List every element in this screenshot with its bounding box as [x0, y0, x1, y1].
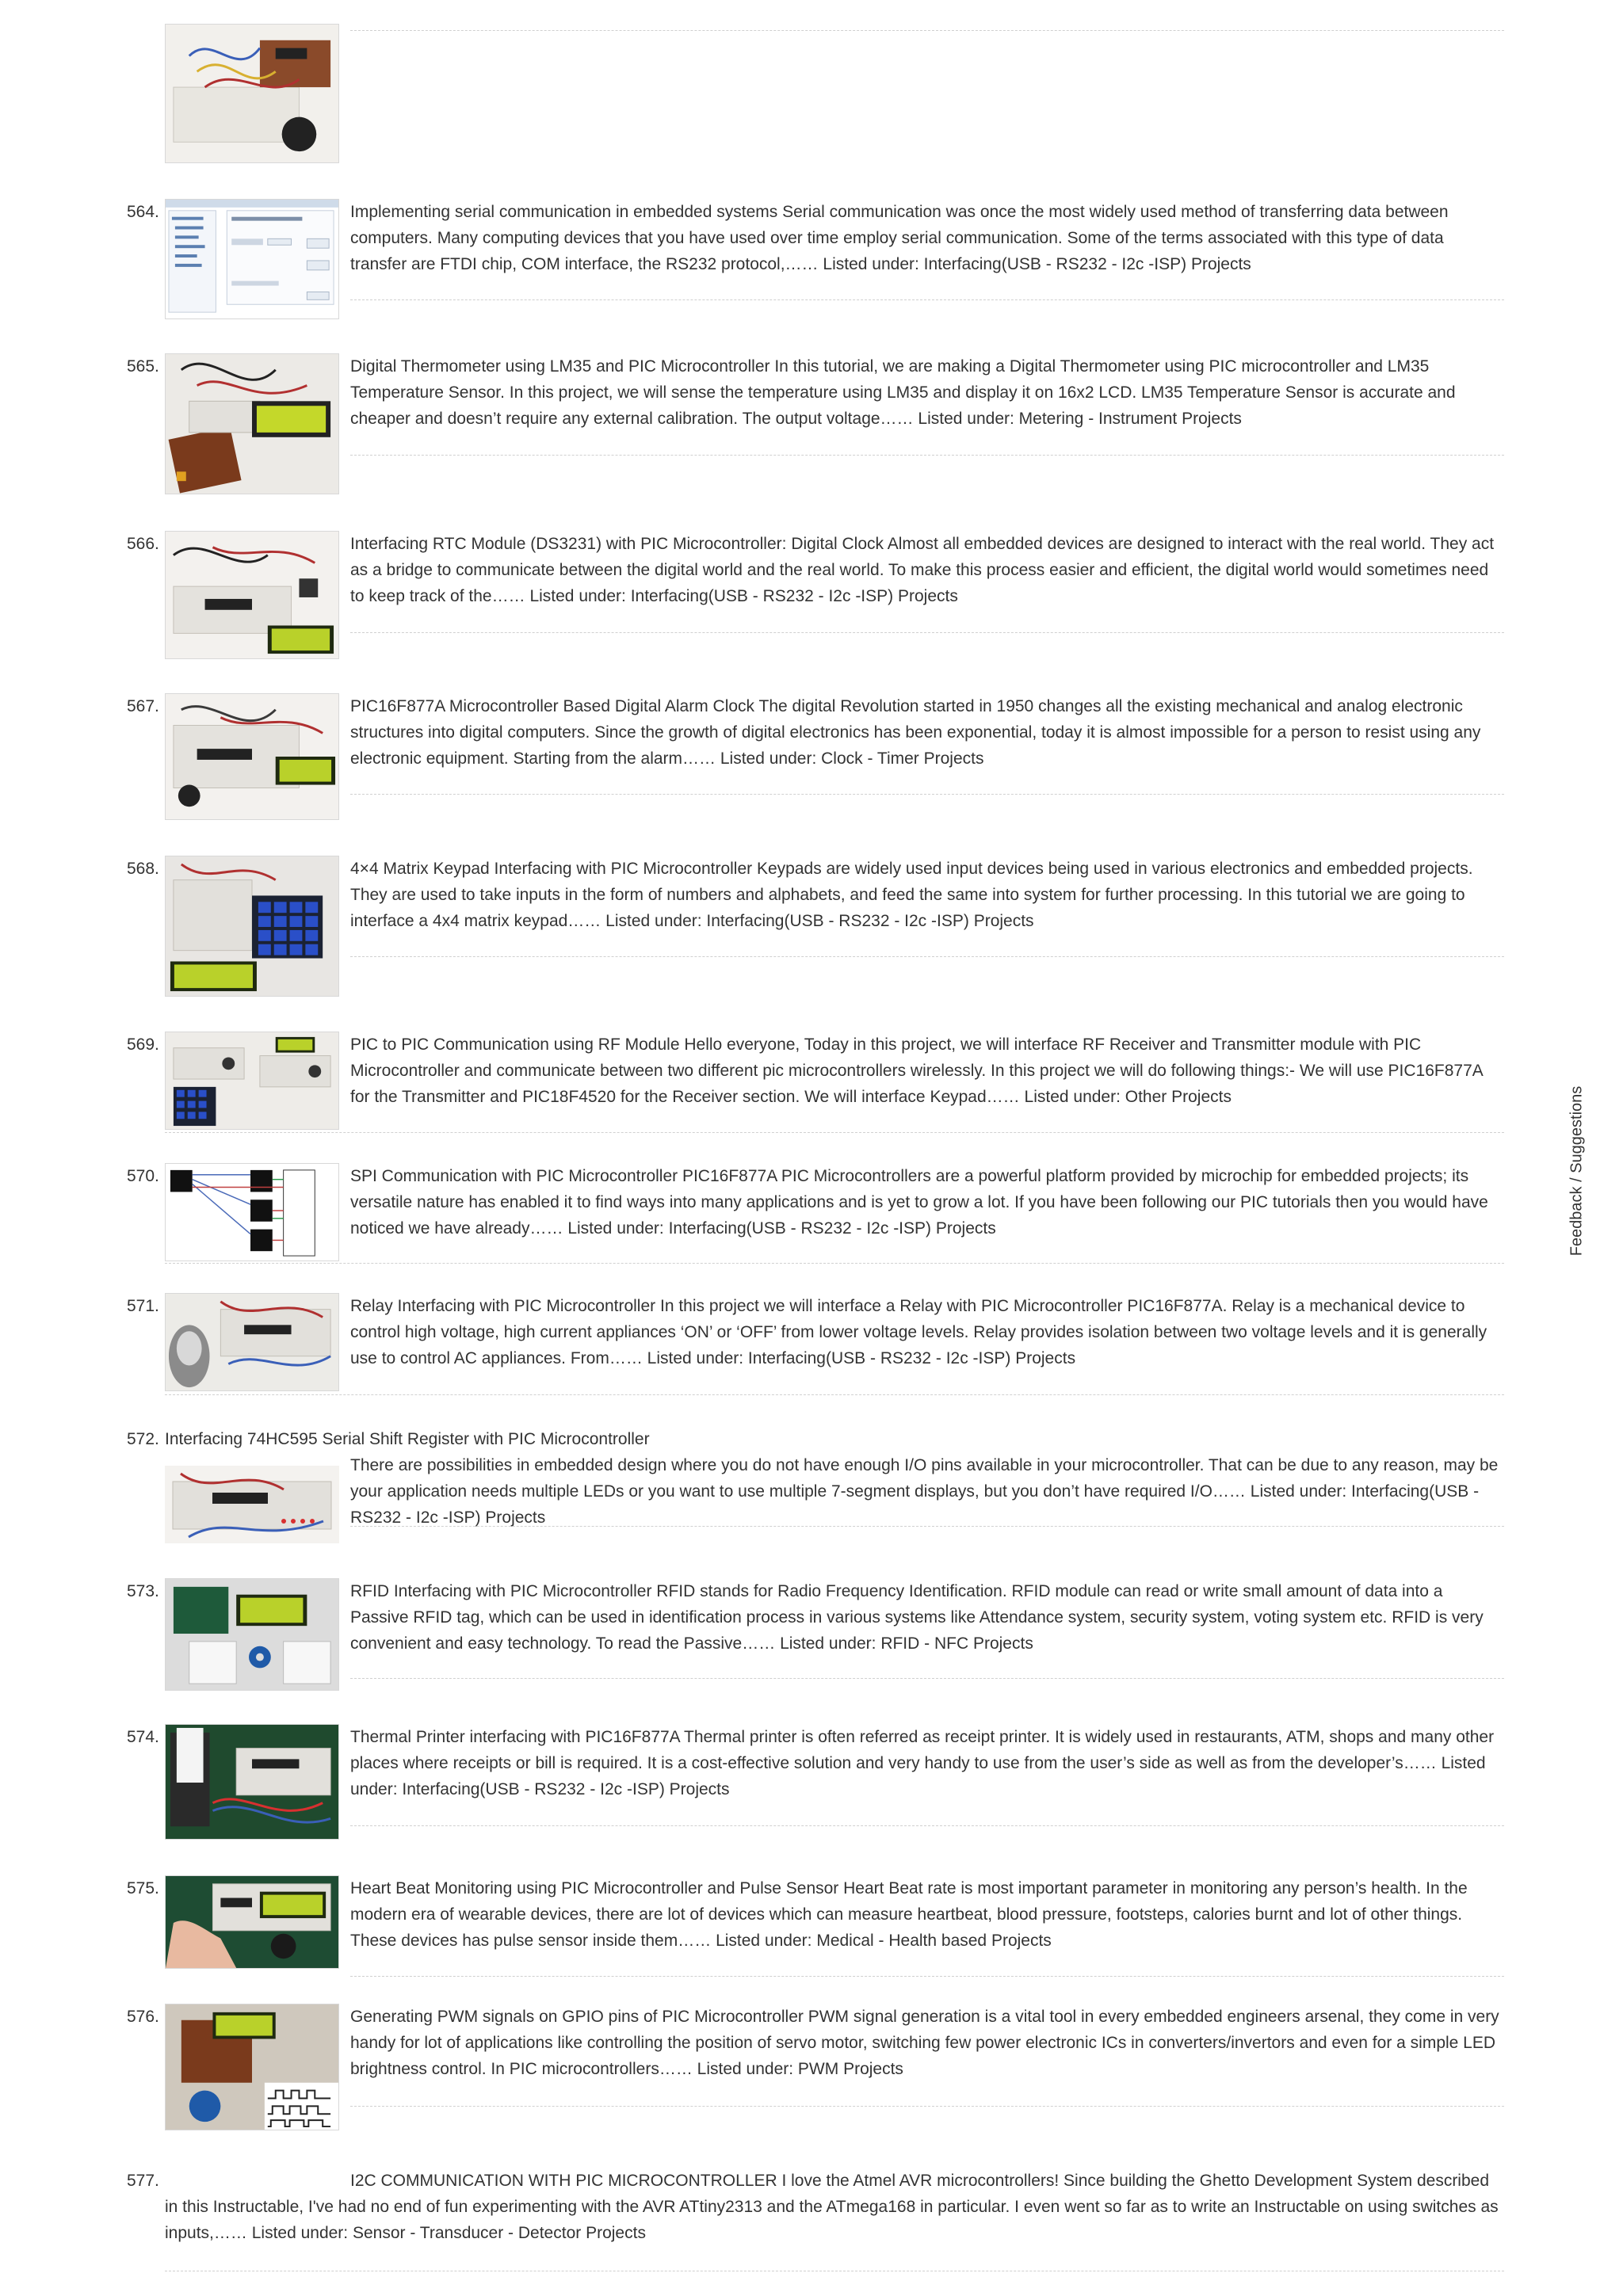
separator: [350, 1526, 1504, 1527]
separator: [350, 2106, 1504, 2107]
schematic-thumbnail-icon: [166, 1164, 338, 1261]
item-category-link[interactable]: Listed under: Interfacing(USB - RS232 - I2c -ISP) Projects: [529, 587, 958, 605]
item-title-link[interactable]: 4×4 Matrix Keypad Interfacing with PIC Microcontroller: [350, 860, 753, 878]
item-title-link[interactable]: Digital Thermometer using LM35 and PIC Microcontroller: [350, 357, 770, 376]
item-category-link[interactable]: Listed under: Clock - Timer Projects: [720, 749, 984, 768]
item-excerpt: Thermal printer is often referred as receipt printer. It is widely used in restaurants, ATM, shops and many other places where receipts or bill is required. It is a cost-effective solution and very handy to use from the user’s side as well as from the developer’s……: [350, 1728, 1495, 1772]
item-thumbnail[interactable]: [165, 1724, 339, 1840]
rf-module-photo-icon: [166, 1032, 338, 1129]
keypad-photo-icon: [166, 856, 338, 996]
item-excerpt: RFID stands for Radio Frequency Identification. RFID module can read or write small amount of data into a Passive RFID tag, which can be used in identification process in various systems like Attendance system, security system, voting system etc. RFID is very convenient and easy technology. To read the Passive……: [350, 1582, 1484, 1653]
item-category-link[interactable]: Listed under: Interfacing(USB - RS232 - I2c -ISP) Projects: [350, 1482, 1480, 1527]
rfid-photo-icon: [166, 1579, 338, 1690]
item-number: 572.: [127, 1430, 159, 1448]
thermal-printer-photo-icon: [166, 1725, 338, 1839]
item-description: [350, 1578, 1503, 1657]
item-title-link[interactable]: Generating PWM signals on GPIO pins of PIC Microcontroller: [350, 2008, 804, 2026]
item-category-link[interactable]: Listed under: Other Projects: [1024, 1088, 1232, 1106]
item-thumbnail[interactable]: [165, 1875, 339, 1969]
item-category-link[interactable]: Listed under: RFID - NFC Projects: [780, 1634, 1033, 1653]
item-thumbnail[interactable]: [165, 856, 339, 997]
item-excerpt: PWM signal generation is a vital tool in every embedded engineers arsenal, they come in very handy for lot of applications like controlling the position of servo motor, switching few power electronic ICs in converters/invertors and even for a simple LED brightness control. In PIC microcontrollers……: [350, 2008, 1499, 2078]
item-title-link[interactable]: RFID Interfacing with PIC Microcontroller: [350, 1582, 652, 1600]
item-thumbnail[interactable]: [165, 1293, 339, 1391]
separator: [165, 1394, 1504, 1395]
item-thumbnail[interactable]: [165, 199, 339, 319]
separator: [350, 30, 1504, 31]
separator: [350, 299, 1504, 300]
item-category-link[interactable]: Listed under: Interfacing(USB - RS232 - I2c -ISP) Projects: [647, 1349, 1076, 1367]
item-description: [350, 1032, 1503, 1110]
item-title-link[interactable]: SPI Communication with PIC Microcontroller PIC16F877A: [350, 1167, 777, 1185]
item-number: 566.: [127, 535, 159, 553]
item-category-link[interactable]: Listed under: Interfacing(USB - RS232 - I2c -ISP) Projects: [605, 912, 1034, 930]
item-thumbnail[interactable]: [165, 1163, 339, 1261]
item-number: 570.: [127, 1167, 159, 1185]
item-title-link[interactable]: Implementing serial communication in embedded systems: [350, 203, 778, 221]
item-excerpt: In this tutorial, we are making a Digital Thermometer using PIC microcontroller and LM35 Temperature Sensor. In this project, we will sense the temperature using LM35 and display it on 16x2 LCD. LM35 Temperature Sensor is accurate and cheaper and doesn’t require any external calibration. The output voltage……: [350, 357, 1456, 428]
item-title-link[interactable]: Thermal Printer interfacing with PIC16F877A: [350, 1728, 680, 1746]
item-excerpt: Almost all embedded devices are designed to interact with the real world. They act as a bridge to communicate between the digital world and the real world. To make this process easier and efficient, the digital world would sometimes need to keep track of the……: [350, 535, 1495, 605]
item-description: [350, 856, 1503, 934]
item-number: 567.: [127, 697, 159, 715]
screenshot-thumbnail-icon: [166, 200, 338, 318]
item-thumbnail[interactable]: [165, 1466, 339, 1543]
item-excerpt: The digital Revolution started in 1950 changes all the existing mechanical and analog electronic structures into digital computers. Since the growth of digital electronics has been exponential, today it is almost impossible for a person to resist using any electronic equipment. Starting from the alarm……: [350, 697, 1481, 768]
item-category-link[interactable]: Listed under: Interfacing(USB - RS232 - I2c -ISP) Projects: [823, 255, 1251, 273]
item-excerpt: Keypads are widely used input devices being used in various electronics and embedded projects. They are used to take inputs in the form of numbers and alphabets, and feed the same into system for further processing. In this tutorial we are going to interface a 4x4 matrix keypad……: [350, 860, 1473, 930]
item-description: [350, 1452, 1503, 1531]
item-number: 577.: [127, 2172, 159, 2190]
item-number: 565.: [127, 357, 159, 376]
item-category-link[interactable]: Listed under: Interfacing(USB - RS232 - I2c -ISP) Projects: [350, 1754, 1486, 1798]
separator: [165, 1132, 1504, 1133]
item-description: [350, 199, 1503, 277]
relay-photo-icon: [166, 1294, 338, 1390]
item-category-link[interactable]: Listed under: Interfacing(USB - RS232 - I2c -ISP) Projects: [567, 1219, 996, 1238]
item-description: [165, 1426, 1504, 1452]
item-excerpt: Serial communication was once the most widely used method of transferring data between computers. Many computing devices that you have used over time employ serial communication. Some of the terms associated with this type of data transfer are FTDI chip, COM interface, the RS232 protocol,……: [350, 203, 1449, 273]
separator: [350, 794, 1504, 795]
item-excerpt: PIC Microcontrollers are a powerful platform provided by microchip for embedded projects; its versatile nature has enabled it to find ways into many applications and is yet to grow a lot. If you have been following our PIC tutorials then you would have noticed we have already……: [350, 1167, 1488, 1238]
pwm-signal-photo-icon: [166, 2004, 338, 2130]
item-excerpt: There are possibilities in embedded design where you do not have enough I/O pins available in your microcontroller. That can be due to any reason, may be your application needs multiple LEDs or you want to use multiple 7-segment displays, but you don’t have required I/O……: [350, 1456, 1499, 1501]
item-description: [350, 1293, 1503, 1371]
board-lcd-photo-icon: [166, 354, 338, 494]
separator: [165, 1263, 1504, 1264]
item-thumbnail[interactable]: [165, 531, 339, 659]
item-description: [350, 2004, 1503, 2082]
item-title-link[interactable]: Interfacing 74HC595 Serial Shift Register with PIC Microcontroller: [165, 1430, 650, 1448]
item-title-link[interactable]: Interfacing RTC Module (DS3231) with PIC Microcontroller: Digital Clock: [350, 535, 884, 553]
item-excerpt: Hello everyone, Today in this project, we will interface RF Receiver and Transmitter module with PIC Microcontroller and communicate between two different pic microcontrollers wirelessly. In this project we will do following things:- We will use PIC16F877A for the Transmitter and PIC18F4520 for the Receiver section. We will interface Keypad……: [350, 1035, 1483, 1106]
pulse-sensor-photo-icon: [166, 1876, 338, 1968]
item-description: [165, 2168, 1504, 2246]
separator: [350, 956, 1504, 957]
breadboard-photo-icon: [165, 1466, 339, 1543]
item-number: 576.: [127, 2008, 159, 2026]
item-description: [350, 1875, 1503, 1954]
item-excerpt: Heart Beat rate is most important parameter in monitoring any person’s health. In the modern era of wearable devices, there are lot of devices which can measure heartbeat, blood pressure, footsteps, calories burnt and lot of other things. These devices has pulse sensor inside them……: [350, 1879, 1468, 1950]
item-title-link[interactable]: I2C COMMUNICATION WITH PIC MICROCONTROLLER: [350, 2172, 777, 2190]
item-number: 573.: [127, 1582, 159, 1600]
separator: [350, 455, 1504, 456]
item-thumbnail[interactable]: [165, 693, 339, 820]
item-title-link[interactable]: PIC16F877A Microcontroller Based Digital Alarm Clock: [350, 697, 755, 715]
separator: [350, 1976, 1504, 1977]
item-number: 574.: [127, 1728, 159, 1746]
item-number: 575.: [127, 1879, 159, 1897]
item-thumbnail[interactable]: [165, 1578, 339, 1691]
item-number: 571.: [127, 1297, 159, 1315]
breadboard-lcd-photo-icon: [166, 694, 338, 819]
feedback-tab-label: Feedback / Suggestions: [1568, 1085, 1586, 1257]
item-description: [350, 531, 1503, 609]
item-title-link[interactable]: PIC to PIC Communication using RF Module: [350, 1035, 680, 1054]
item-description: [350, 1163, 1503, 1241]
item-category-link[interactable]: Listed under: Medical - Health based Projects: [716, 1932, 1052, 1950]
item-thumbnail-previous[interactable]: [165, 24, 339, 163]
item-number: 568.: [127, 860, 159, 878]
item-title-link[interactable]: Relay Interfacing with PIC Microcontroller: [350, 1297, 656, 1315]
item-thumbnail[interactable]: [165, 353, 339, 494]
item-description: [350, 353, 1503, 432]
item-excerpt: I love the Atmel AVR microcontrollers! Since building the Ghetto Development System described in this Instructable, I've had no end of fun experimenting with the AVR ATtiny2313 and the ATmega168 in particular. I even went so far as to write an Instructable on using switches as inputs,……: [165, 2172, 1499, 2242]
item-category-link[interactable]: Listed under: PWM Projects: [697, 2060, 903, 2078]
item-description: [350, 693, 1503, 772]
separator: [350, 632, 1504, 633]
item-title-link[interactable]: Heart Beat Monitoring using PIC Microcontroller and Pulse Sensor: [350, 1879, 839, 1897]
feedback-tab[interactable]: [1566, 1081, 1588, 1261]
item-number: 564.: [127, 203, 159, 221]
item-excerpt: In this project we will interface a Relay with PIC Microcontroller PIC16F877A. Relay is a mechanical device to control high voltage, high current appliances ‘ON’ or ‘OFF’ from lower voltage levels. Relay provides isolation between two voltage levels and it is generally use to control AC appliances. From……: [350, 1297, 1487, 1367]
item-description: [350, 1724, 1503, 1802]
breadboard-photo-icon: [166, 25, 338, 162]
separator: [350, 1678, 1504, 1679]
item-category-link[interactable]: Listed under: Sensor - Transducer - Detector Projects: [251, 2224, 646, 2242]
item-category-link[interactable]: Listed under: Metering - Instrument Projects: [918, 410, 1242, 428]
item-thumbnail[interactable]: [165, 1032, 339, 1130]
separator: [350, 1825, 1504, 1826]
breadboard-lcd-photo-icon: [166, 532, 338, 658]
item-thumbnail[interactable]: [165, 2004, 339, 2130]
item-number: 569.: [127, 1035, 159, 1054]
